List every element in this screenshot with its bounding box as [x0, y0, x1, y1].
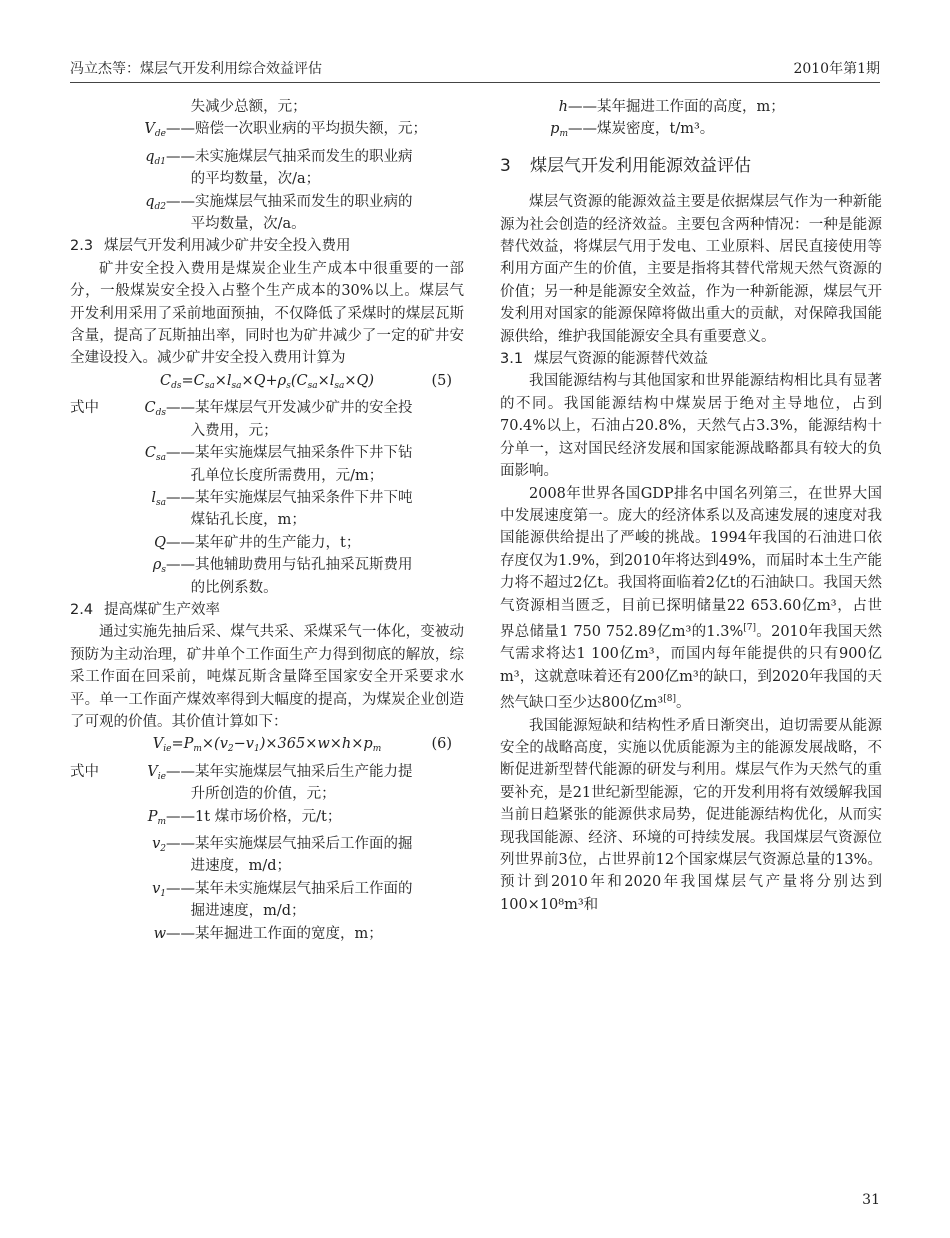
definition-cds: 式中 $C_{ds}$ ——某年煤层气开发减少矿井的安全投 入费用，元； — [70, 400, 413, 439]
definition-lsa: $l_{sa}$ ——某年实施煤层气抽采条件下井下吨 煤钻孔长度，m； — [151, 489, 413, 529]
header-article-title: 冯立杰等：煤层气开发利用综合效益评估 — [70, 61, 322, 77]
left-column — [70, 96, 464, 945]
definition-vie: 式中 $V_{ie}$ ——某年实施煤层气抽采后生产能力提 升所创造的价值，元； — [70, 763, 413, 803]
definition-qd1: $q_{d1}$ ——未实施煤层气抽采而发生的职业病 的平均数量，次/a； — [145, 148, 413, 188]
section-3-1-paragraph-1: 我国能源结构与其他国家和世界能源结构相比具有显著的不同。我国能源结构中煤炭居于绝对主导地位，占到70.4%以上，石油占20.8%，天然气占3.3%，能源结构十分单一，这对国民经济发展和国家能源战略都具有较大的负面影响。 — [500, 373, 882, 480]
section-3-1-paragraph-2: 2008年世界各国GDP排名中国名列第三，在世界大国中发展速度第一。庞大的经济体系以及高速发展的速度对我国能源供给提出了严峻的挑战。1994年我国的石油进口依存度仅为1.9%，到2010年将达到49%，而届时本土生产能力将不超过2亿t。我国将面临着2亿t的石油缺口。我国天然气资源相当匮乏，目前已探明储量22 653.60亿m³，占世界总储量1 750 752.89亿m³的1.3%[7]。2010年我国天然气需求将达1 100亿m³，而国内每年能提供的只有900亿m³，这就意味着还有200亿m³的缺口，到2020年我国的天然气缺口至少达800亿m³[8]。 — [500, 485, 882, 712]
equation-5: $C_{ds}=C_{sa}\times l_{sa}\times Q+\rho_s(C_{sa}\times l_{sa}\times Q)$ (5) — [70, 370, 464, 397]
section-2-3-heading: 2.3 煤层气开发利用减少矿井安全投入费用 — [70, 238, 351, 255]
definition-v2: $v_2$ ——某年实施煤层气抽采后工作面的掘 进速度，m/d； — [152, 836, 413, 875]
equation-6-number: (6) — [431, 736, 452, 753]
definition-w: w ——某年掘进工作面的宽度，m； — [153, 925, 383, 942]
definition-q: Q ——某年矿井的生产能力，t； — [154, 534, 361, 551]
citation-7: [7] — [743, 622, 756, 633]
citation-8: [8] — [663, 694, 676, 705]
definition-continuation: 失减少总额，元； — [190, 99, 307, 115]
section-2-4-heading: 2.4 提高煤矿生产效率 — [70, 601, 220, 618]
section-2-3-paragraph: 矿井安全投入费用是煤炭企业生产成本中很重要的一部分，一般煤炭安全投入占整个生产成本的30%以上。煤层气开发利用采用了采前地面预抽，不仅降低了采煤时的煤层瓦斯含量，提高了瓦斯抽出率，同时也为矿井减少了一定的矿井安全建设投入。减少矿井安全投入费用计算为 — [70, 260, 464, 367]
section-3-1-heading: 3.1 煤层气资源的能源替代效益 — [500, 351, 708, 368]
page-number: 31 — [862, 1192, 880, 1208]
section-2-4-paragraph: 通过实施先抽后采、煤气共采、采煤采气一体化，变被动预防为主动治理，矿井单个工作面生产力得到彻底的解放，综采工作面在回采前，吨煤瓦斯含量降至国家安全开采要求水平。单一工作面产煤效率得到大幅度的提高，为煤炭企业创造了可观的价值。其价值计算如下： — [70, 624, 464, 730]
definition-vde: $V_{de}$ ——赔偿一次职业病的平均损失额，元； — [144, 121, 427, 140]
section-3-heading: 3 煤层气开发利用能源效益评估 — [500, 155, 751, 176]
definition-rho: $\rho_s$ ——其他辅助费用与钻孔抽采瓦斯费用 的比例系数。 — [152, 557, 413, 596]
definition-h: h ——某年掘进工作面的高度，m； — [558, 99, 785, 115]
right-column — [500, 96, 882, 916]
definition-csa: $C_{sa}$ ——某年实施煤层气抽采条件下井下钻 孔单位长度所需费用，元/m； — [144, 445, 413, 484]
running-header — [70, 58, 880, 83]
equation-5-number: (5) — [431, 372, 452, 389]
definition-qd2: $q_{d2}$ ——实施煤层气抽采而发生的职业病的 平均数量，次/a。 — [145, 193, 413, 233]
header-issue: 2010年第1期 — [793, 61, 880, 77]
definition-pm-density: $p_m$ ——煤炭密度，t/m³。 — [550, 121, 715, 140]
definition-v1: $v_1$ ——某年未实施煤层气抽采后工作面的 掘进速度，m/d； — [152, 880, 413, 920]
section-3-paragraph: 煤层气资源的能源效益主要是依据煤层气作为一种新能源为社会创造的经济效益。主要包含两种情况：一种是能源替代效益，将煤层气用于发电、工业原料、居民直接使用等利用方面产生的价值，主要是指将其替代常规天然气资源的价值；另一种是能源安全效益，作为一种新能源，煤层气开发利用对国家的能源保障将做出重大的贡献，对保障我国能源供给，维护我国能源安全具有重要意义。 — [500, 194, 882, 345]
section-3-1-paragraph-3: 我国能源短缺和结构性矛盾日渐突出，迫切需要从能源安全的战略高度，实施以优质能源为主的能源发展战略，不断促进新型替代能源的研发与利用。煤层气作为天然气的重要补充，是21世纪新型能源，它的开发利用将有效缓解我国当前日趋紧张的能源供求局势，促进能源结构优化，从而实现我国能源、经济、环境的可持续发展。我国煤层气资源位列世界前3位，占世界前12个国家煤层气资源总量的13%。预计到2010年和2020年我国煤层气产量将分别达到100×10⁸m³和 — [500, 717, 882, 913]
definition-pm: $P_m$ ——1t 煤市场价格，元/t； — [147, 808, 342, 827]
equation-6: $V_{ie}=P_m\times(v_2-v_1)\times 365\times w\times h\times p_m$ (6) — [70, 733, 464, 760]
